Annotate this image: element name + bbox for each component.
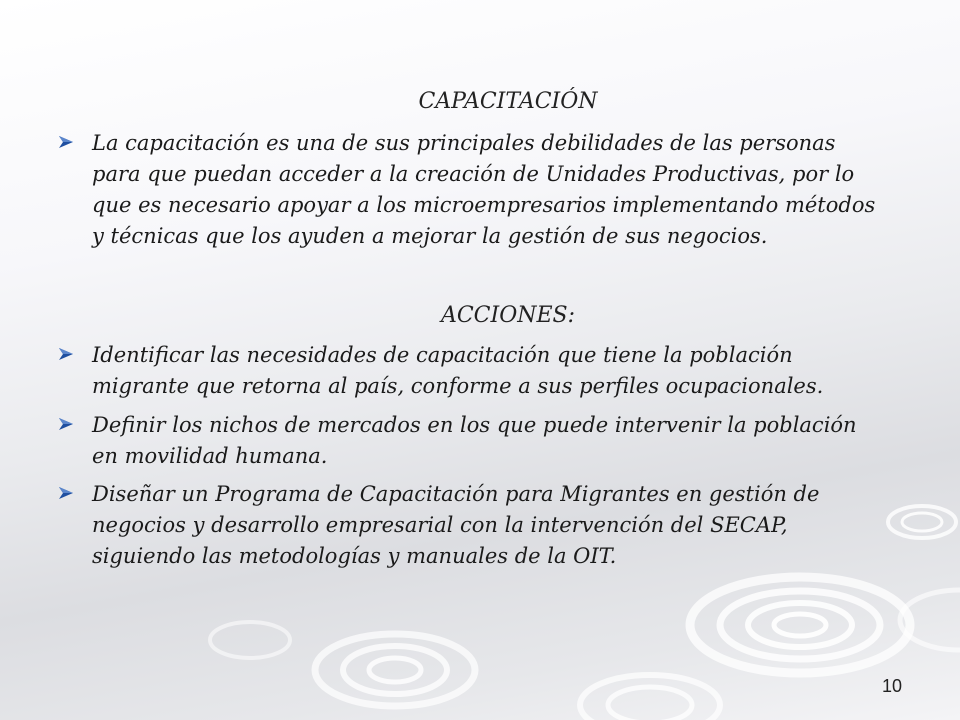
arrow-bullet-icon [58, 479, 92, 500]
action-bullet-1 [58, 340, 888, 402]
intro-bullet-text: La capacitación es una de sus principales debilidades de las personas para que puedan acceder a la creación de Unidades Productivas, por lo que es necesario apoyar a los microempresarios implementando métodos y técnicas que los ayuden a mejorar la gestión de sus negocios. [92, 131, 876, 248]
page-number: 10 [881, 676, 902, 696]
action-bullet-text: Definir los nichos de mercados en los que puede intervenir la población en movilidad humana. [92, 413, 857, 468]
intro-bullet [58, 128, 888, 252]
action-bullet-text: Diseñar un Programa de Capacitación para Migrantes en gestión de negocios y desarrollo empresarial con la intervención del SECAP, siguiendo las metodologías y manuales de la OIT. [92, 482, 820, 568]
arrow-bullet-icon [58, 340, 92, 361]
actions-heading: ACCIONES: [440, 303, 576, 328]
action-bullet-text: Identificar las necesidades de capacitación que tiene la población migrante que retorna al país, conforme a sus perfiles ocupacionales. [92, 343, 824, 398]
action-bullet-2 [58, 410, 888, 472]
arrow-bullet-icon [58, 128, 92, 149]
slide-title: CAPACITACIÓN [418, 89, 598, 114]
action-bullet-3 [58, 479, 888, 572]
arrow-bullet-icon [58, 410, 92, 431]
